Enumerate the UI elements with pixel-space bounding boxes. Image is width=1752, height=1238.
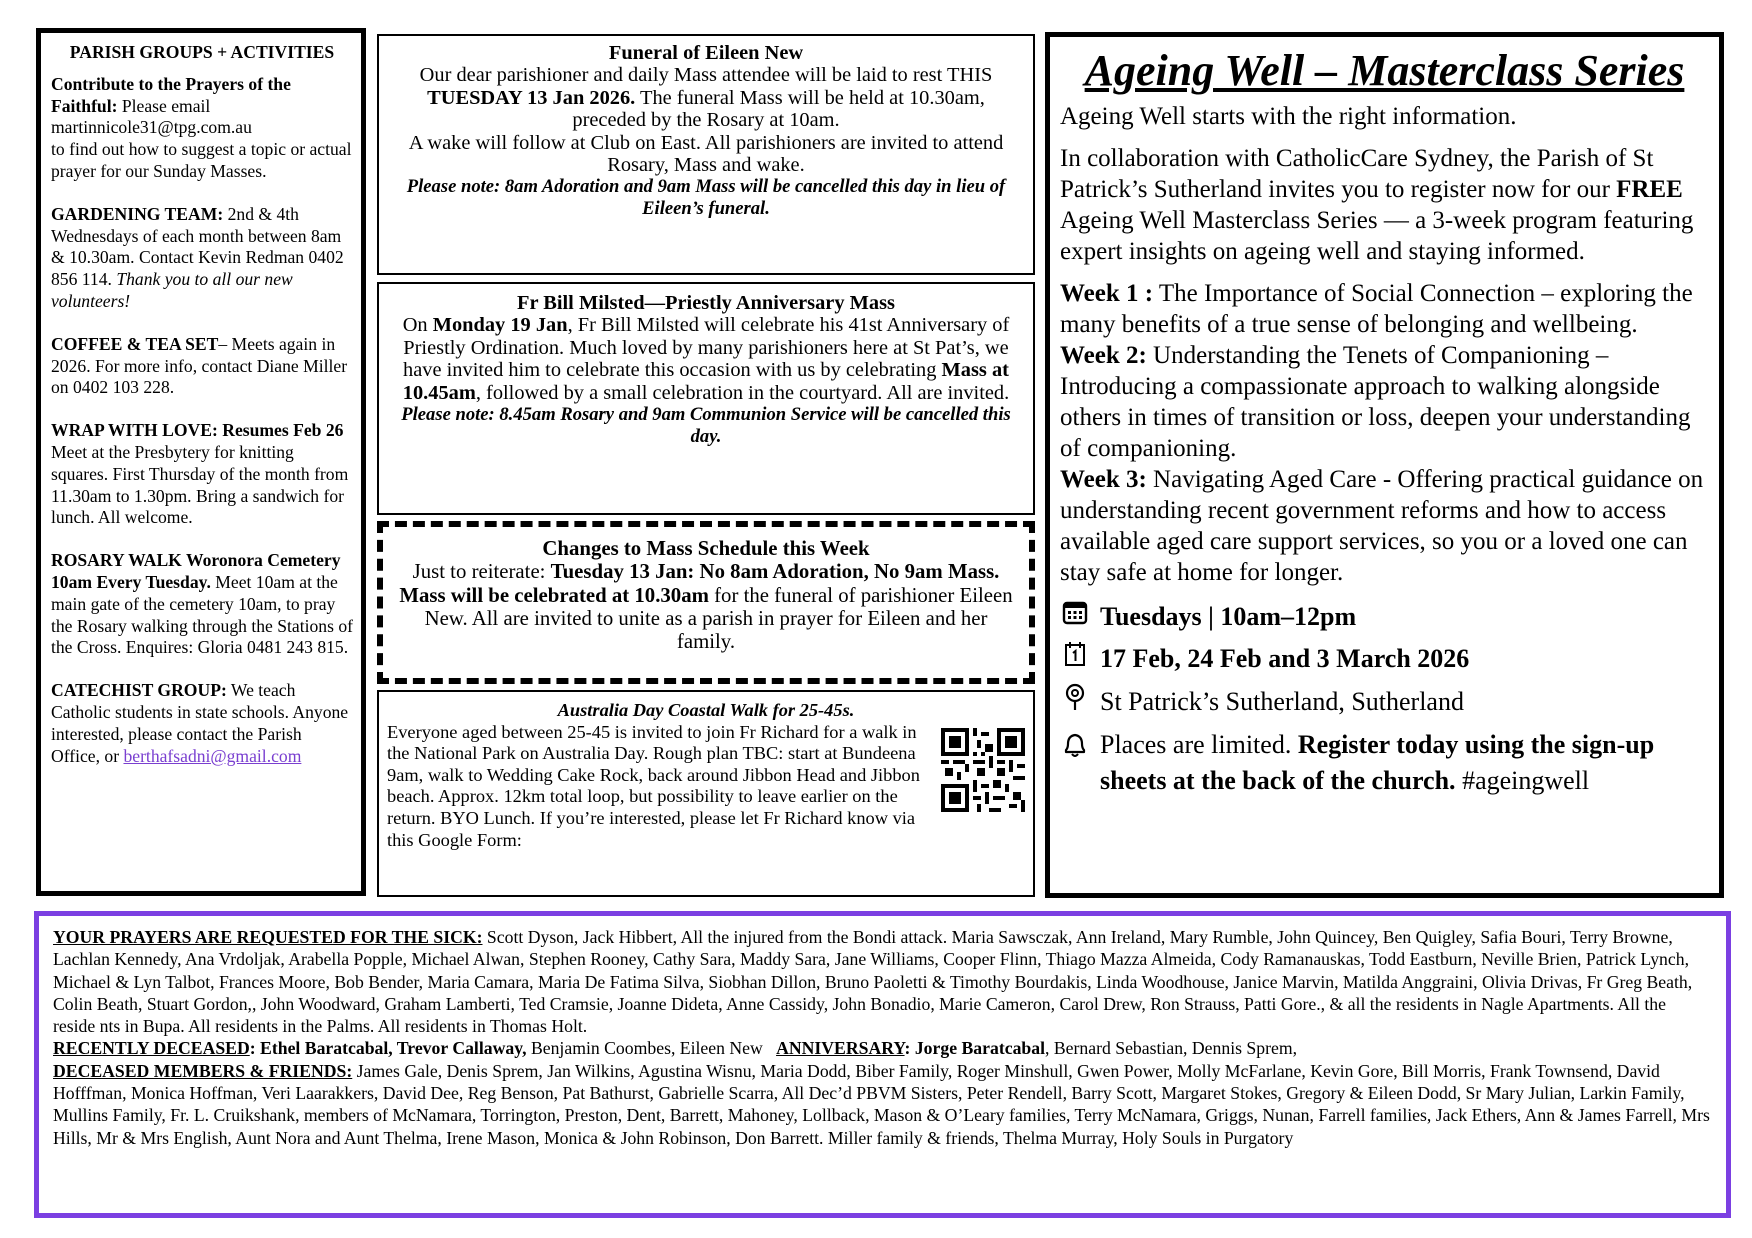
catechist-email-link[interactable]: berthafsadni@gmail.com	[123, 745, 302, 766]
mass-schedule-changes: Changes to Mass Schedule this Week Just to reiterate: Tuesday 13 Jan: No 8am Adoration, No 9am Mass. Mass will be celebrated at 10.30am for the funeral of parishioner Eileen New. All are invited to unite as a parish in prayer for Eileen and her family.	[377, 521, 1035, 684]
rosary-walk-item: ROSARY WALK Woronora Cemetery 10am Every Tuesday. Meet 10am at the main gate of the cemetery 10am, to pray the Rosary walking through the Stations of the Cross. Enquires: Gloria 0481 243 815.	[51, 550, 353, 658]
anniversary-mass-note: Please note: 8.45am Rosary and 9am Communion Service will be cancelled this day.	[401, 404, 1011, 448]
parish-groups-heading: PARISH GROUPS + ACTIVITIES	[69, 42, 335, 62]
coastal-walk-notice	[377, 690, 1035, 897]
prayers-of-faithful-item: Contribute to the Prayers of the Faithful: Please email martinnicole31@tpg.com.au to find out how to suggest a topic or actual prayer for our Sunday Masses.	[51, 73, 352, 181]
google-form-qr-code[interactable]	[941, 728, 1025, 812]
anniversary-mass-notice: Fr Bill Milsted—Priestly Anniversary Mass On Monday 19 Jan, Fr Bill Milsted will celebrate his 41st Anniversary of Priestly Ordination. Much loved by many parishioners here at St Pat’s, we have invited him to celebrate this occasion with us by celebrating Mass at 10.45am, followed by a small celebration in the courtyard. All are invited. Please note: 8.45am Rosary and 9am Communion Service will be cancelled this day.	[377, 282, 1035, 515]
week-1: Week 1 : The Importance of Social Connection – exploring the many benefits of a true sense of belonging and wellbeing.	[1060, 280, 1693, 338]
week-3: Week 3: Navigating Aged Care - Offering practical guidance on understanding recent government reforms and how to access available aged care support services, so you or a loved one can stay safe at home for longer.	[1060, 466, 1704, 586]
changes-title: Changes to Mass Schedule this Week	[542, 537, 870, 560]
date-icon	[1060, 641, 1090, 677]
week-2: Week 2: Understanding the Tenets of Companioning – Introducing a compassionate approach to walking alongside others in times of transition or loss, deepen your understanding of companioning.	[1060, 342, 1691, 462]
coastal-walk-title: Australia Day Coastal Walk for 25-45s.	[557, 700, 855, 720]
funeral-title: Funeral of Eileen New	[608, 42, 804, 64]
calendar-icon	[1060, 599, 1090, 635]
wrap-with-love-item: WRAP WITH LOVE: Resumes Feb 26 Meet at the Presbytery for knitting squares. First Thursday of the month from 11.30am to 1.30pm. Bring a sandwich for lunch. All welcome.	[51, 420, 349, 528]
deceased-list: RECENTLY DECEASED: Ethel Baratcabal, Trevor Callaway, Benjamin Coombes, Eileen New ANNIVERSARY: Jorge Baratcabal, Bernard Sebastian, Dennis Sprem,	[53, 1038, 1298, 1059]
deceased-members-list: DECEASED MEMBERS & FRIENDS: James Gale, Denis Sprem, Jan Wilkins, Agustina Wisnu, Maria Dodd, Biber Family, Roger Minshull, Gwen Power, Molly McFarlane, Kevin Gore, Bill Morris, Frank Townsend, David Hofffman, Monica Hoffman, Veri Laarakkers, David Dee, Reg Benson, Pat Bathurst, Gabrielle Scarra, All Dec’d PBVM Sisters, Peter Rendell, Barry Scott, Margaret Stokes, Gregory & Eileen Dodd, Sr Mary Julian, Larkin Family, Mullins Family, Fr. L. Cruikshank, members of McNamara, Torrington, Preston, Dent, Barrett, Mahoney, Lollback, Mason & O’Leary families, Terry McNamara, Griggs, Nunan, Farrell families, Jack Ethers, Ann & James Farrell, Mrs Hills, Mr & Mrs English, Aunt Nora and Aunt Thelma, Irene Mason, Monica & John Robinson, Don Barrett. Miller family & friends, Thelma Murray, Holy Souls in Purgatory	[53, 1060, 1710, 1148]
funeral-notice: Funeral of Eileen New Our dear parishioner and daily Mass attendee will be laid to rest THIS TUESDAY 13 Jan 2026. The funeral Mass will be held at 10.30am, preceded by the Rosary at 10am. A wake will follow at Club on East. All parishioners are invited to attend Rosary, Mass and wake. Please note: 8am Adoration and 9am Mass will be cancelled this day in lieu of Eileen’s funeral.	[377, 34, 1035, 275]
bell-icon	[1060, 731, 1090, 769]
ageing-well-panel: Ageing Well – Masterclass Series Ageing Well starts with the right information. In collaboration with CatholicCare Sydney, the Parish of St Patrick’s Sutherland invites you to register now for our FREE Ageing Well Masterclass Series — a 3-week program featuring expert insights on ageing well and staying informed. Week 1 : The Importance of Social Connection – exploring the many benefits of a true sense of belonging and wellbeing. Week 2: Understanding the Tenets of Companioning – Introducing a compassionate approach to walking alongside others in times of transition or loss, deepen your understanding of companioning. Week 3: Navigating Aged Care - Offering practical guidance on understanding recent government reforms and how to access available aged care support services, so you or a loved one can stay safe at home for longer. Tuesdays | 10am–12pm 17 Feb, 24 Feb and 3 March 2026 St Patrick’s Sutherland, Sutherland Places are limited. Register today using the sign-up sheets at the back of the church. #ageingwell	[1045, 32, 1724, 898]
location-pin-icon	[1060, 683, 1090, 721]
parish-groups-panel	[36, 28, 366, 896]
coastal-walk-text: Everyone aged between 25-45 is invited to join Fr Richard for a walk in the National Park on Australia Day. Rough plan TBC: start at Bundeena 9am, walk to Wedding Cake Rock, back around Jibbon Head and Jibbon beach. Approx. 12km total loop, but possibility to leave earlier on the return. BYO Lunch. If you’re interested, please let Fr Richard know via this Google Form:	[387, 721, 920, 850]
catechist-group-item: CATECHIST GROUP: We teach Catholic students in state schools. Anyone interested, please contact the Parish Office, or berthafsadni@gmail.com	[51, 680, 349, 766]
funeral-note: Please note: 8am Adoration and 9am Mass will be cancelled this day in lieu of Eileen’s funeral.	[406, 176, 1006, 220]
prayers-email[interactable]: martinnicole31@tpg.com.au	[51, 117, 252, 138]
ageing-well-heading: Ageing Well – Masterclass Series	[1084, 46, 1685, 95]
registration-info: Places are limited. Register today using the sign-up sheets at the back of the church. #ageingwell	[1060, 727, 1709, 799]
coffee-tea-item: COFFEE & TEA SET– Meets again in 2026. For more info, contact Diane Miller on 0402 103 228.	[51, 333, 348, 398]
session-time: Tuesdays | 10am–12pm	[1060, 599, 1709, 635]
prayer-list-panel	[34, 911, 1731, 1218]
anniversary-mass-title: Fr Bill Milsted—Priestly Anniversary Mass	[517, 292, 895, 314]
gardening-team-item: GARDENING TEAM: 2nd & 4th Wednesdays of each month between 8am & 10.30am. Contact Kevin Redman 0402 856 114. Thank you to all our new volunteers!	[51, 203, 344, 311]
session-dates: 17 Feb, 24 Feb and 3 March 2026	[1060, 641, 1709, 677]
session-location: St Patrick’s Sutherland, Sutherland	[1060, 683, 1709, 721]
sick-list: YOUR PRAYERS ARE REQUESTED FOR THE SICK: Scott Dyson, Jack Hibbert, All the injured from the Bondi attack. Maria Sawsczak, Ann Ireland, Mary Rumble, John Quincey, Ben Quigley, Safia Bouri, Terry Browne, Lachlan Kennedy, Ana Vrdoljak, Arabella Popple, Michael Alwan, Stephen Rooney, Cathy Sara, Maddy Sara, Jane Williams, Cooper Flinn, Thiago Mazza Almeida, Cody Ramanauskas, Todd Eastburn, Neville Brien, Patrick Lynch, Michael & Lyn Talbot, Frances Moore, Bob Bender, Maria Camara, Maria De Fatima Silva, Siobhan Dillon, Bruno Paoletti & Timothy Bourdakis, Linda Woodhouse, Janice Marvin, Matilda Anggraini, Olivia Drivas, Fr Greg Beath, Colin Beath, Stuart Gordon,, John Woodward, Graham Lamberti, Ted Cramsie, Joanne Dideta, Anne Cassidy, John Bonadio, Marie Cameron, Carol Drew, Ron Strauss, Patti Gore., & all the residents in Nagle Apartments. All the reside nts in Bupa. All residents in the Palms. All residents in Thomas Holt.	[53, 927, 1693, 1037]
